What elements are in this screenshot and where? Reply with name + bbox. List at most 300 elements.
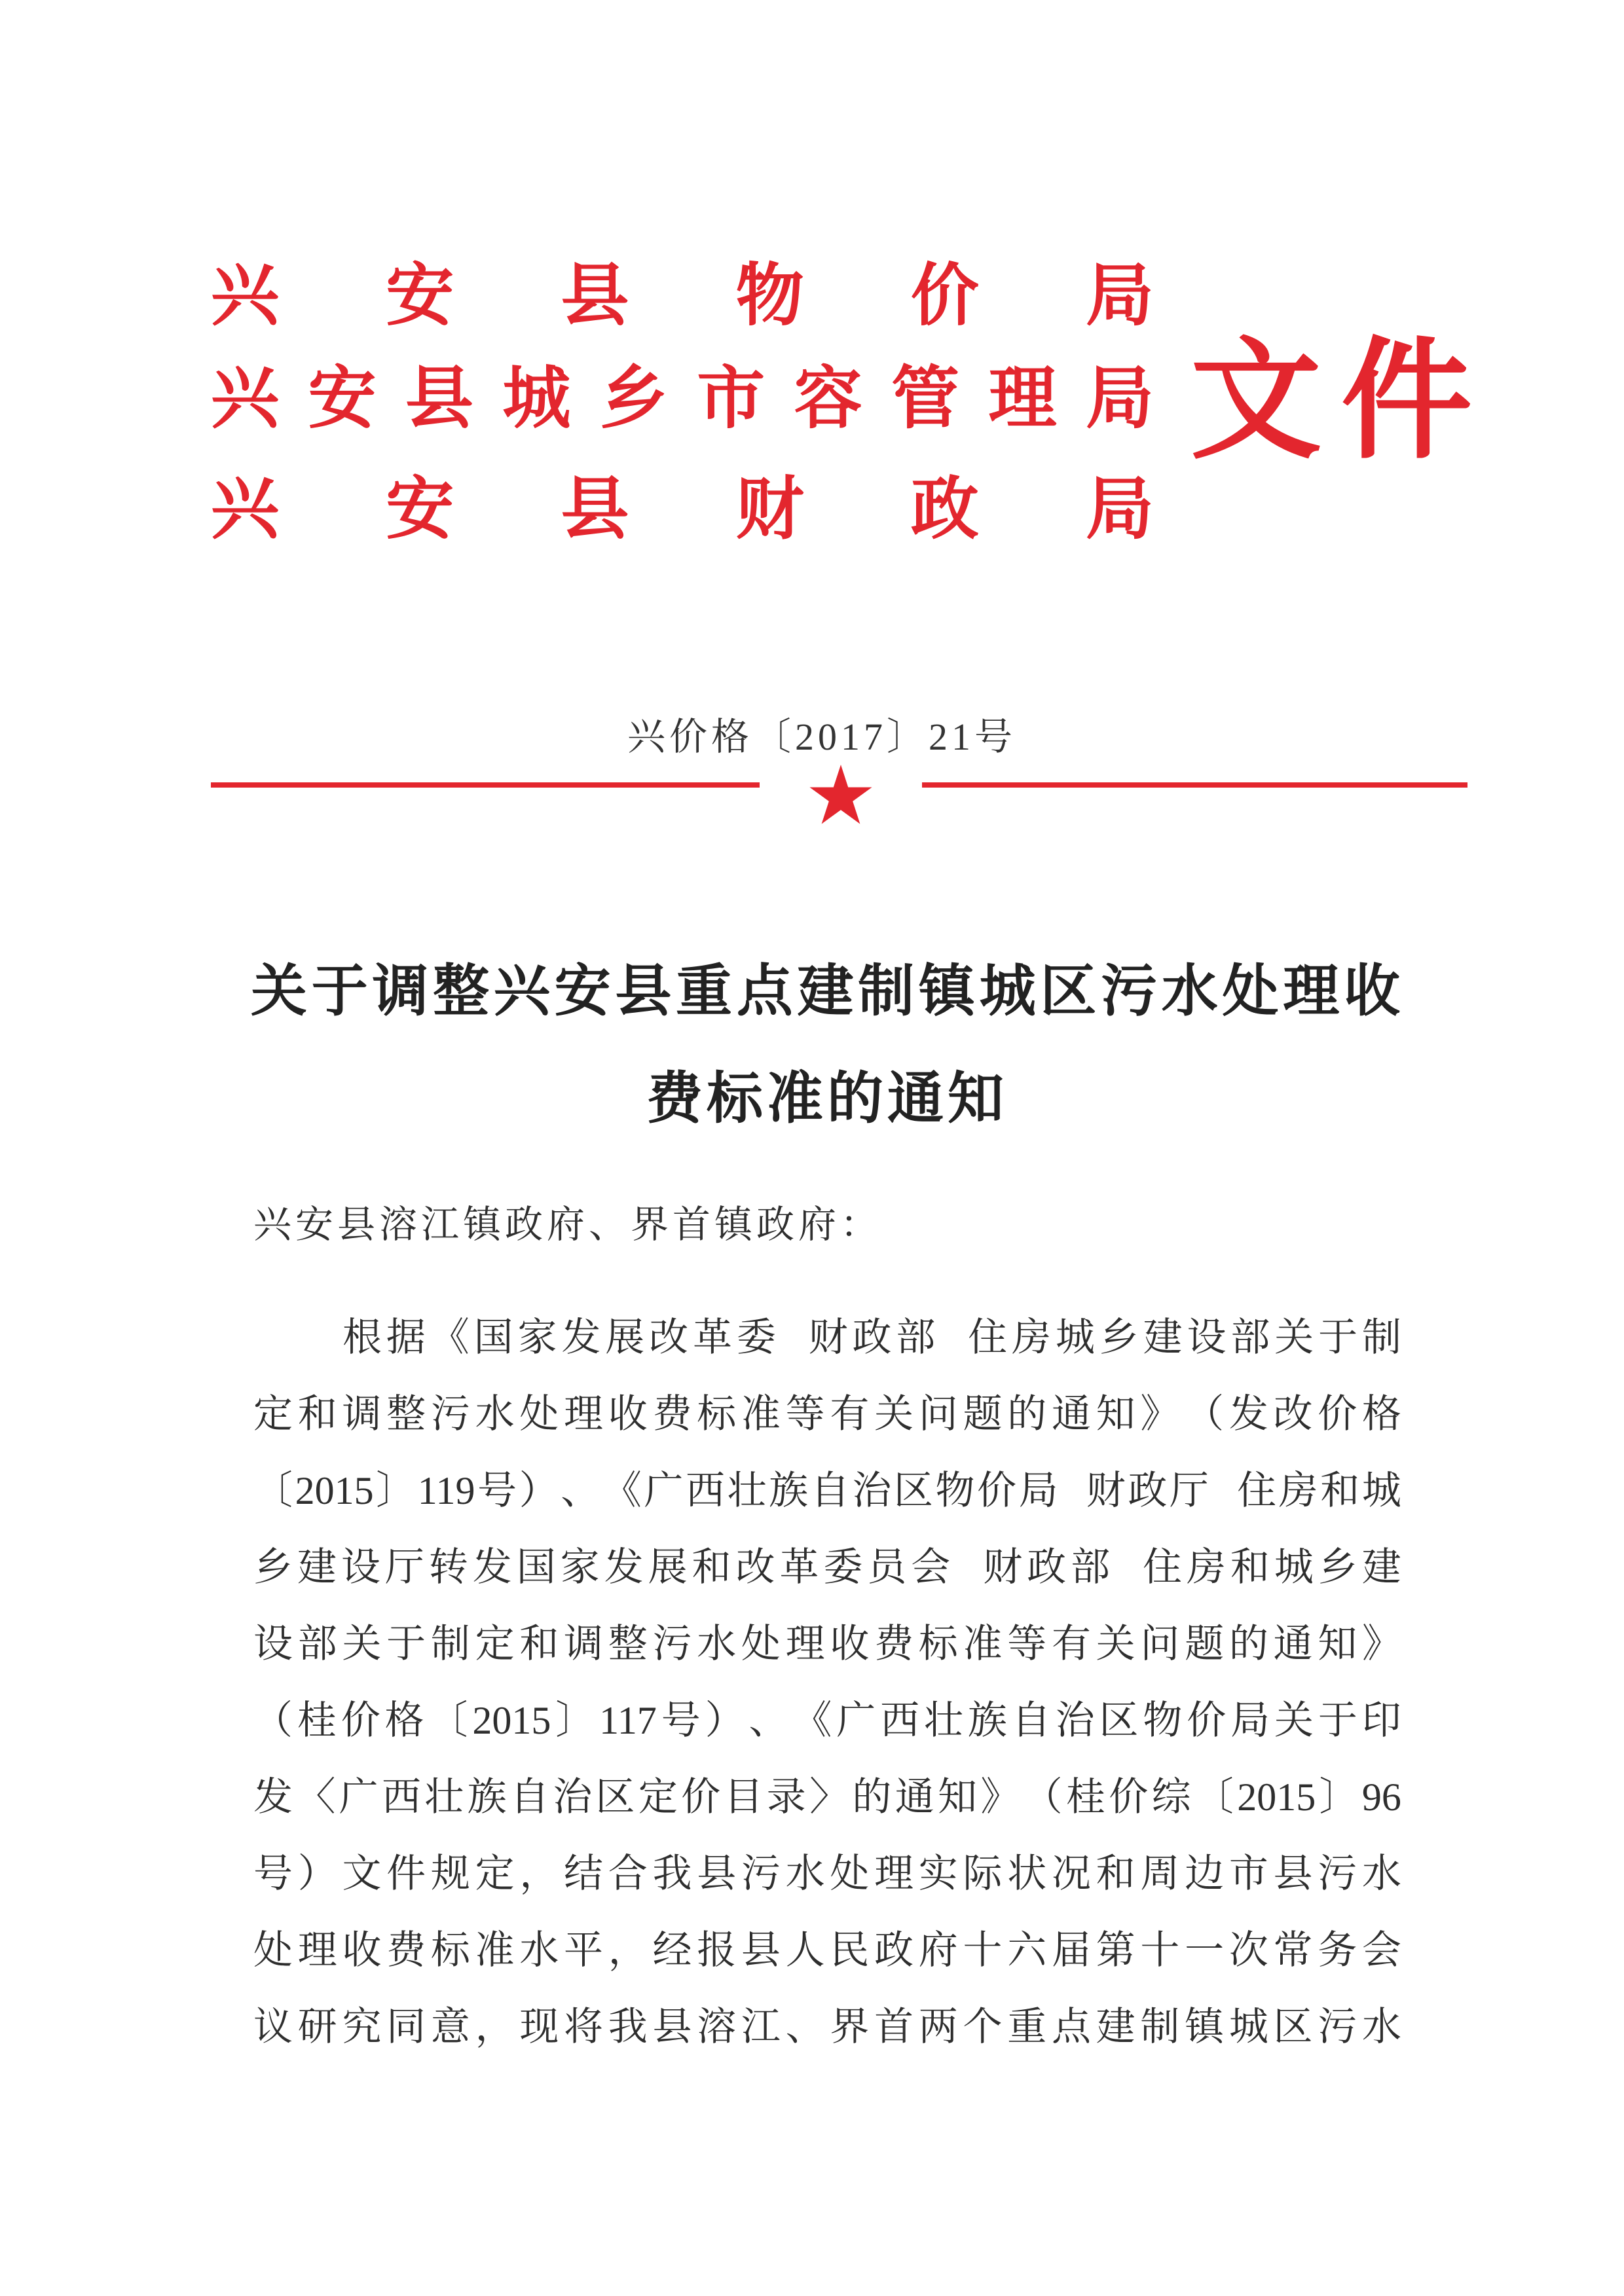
- glyph: 定: [253, 1391, 293, 1437]
- glyph: 兴: [211, 468, 280, 549]
- glyph: （: [253, 1698, 293, 1743]
- glyph: 于: [311, 958, 368, 1024]
- glyph: 现: [519, 2004, 559, 2050]
- body-line: [253, 1453, 1401, 1529]
- glyph: 政: [1027, 1544, 1067, 1590]
- glyph: 〔: [428, 1698, 468, 1743]
- glyph: 整: [608, 1621, 648, 1667]
- red-rule-right: [922, 782, 1467, 788]
- star-icon: [808, 765, 874, 827]
- glyph: 乡: [1099, 1315, 1139, 1360]
- glyph: 《: [430, 1315, 470, 1360]
- glyph: 调: [564, 1621, 604, 1667]
- glyph: 我: [652, 1851, 692, 1897]
- glyph: 实: [918, 1851, 958, 1897]
- glyph: 市: [697, 357, 766, 438]
- glyph: 收: [342, 1927, 382, 1973]
- glyph: 区: [1273, 2004, 1313, 2050]
- word-space: [1060, 1453, 1084, 1529]
- glyph: 的: [1228, 1621, 1268, 1667]
- glyph: 等: [785, 1391, 825, 1437]
- glyph: 关: [1096, 1621, 1135, 1667]
- glyph: 题: [963, 1391, 1003, 1437]
- glyph: 县: [615, 958, 672, 1024]
- glyph: 理: [297, 1927, 337, 1973]
- glyph: 》: [1361, 1621, 1401, 1667]
- glyph: 自: [509, 1774, 549, 1820]
- glyph: 厅: [1169, 1468, 1209, 1514]
- glyph: 〕: [555, 1698, 595, 1743]
- glyph: 污: [741, 1851, 781, 1897]
- glyph: 局: [1085, 357, 1154, 438]
- glyph: 和: [297, 1391, 337, 1437]
- number-run: 119: [417, 1469, 475, 1512]
- glyph: 展: [648, 1544, 688, 1590]
- glyph: 桂: [1065, 1774, 1105, 1820]
- glyph: 人: [785, 1927, 825, 1973]
- glyph: 议: [253, 2004, 293, 2050]
- body-line: [253, 1989, 1401, 2066]
- glyph: 污: [430, 1391, 470, 1437]
- glyph: 广: [644, 1468, 684, 1514]
- glyph: 政: [910, 468, 979, 549]
- glyph: 、: [561, 1468, 600, 1514]
- glyph: ，: [519, 1851, 559, 1897]
- body-line: [253, 1836, 1401, 1912]
- glyph: 点: [736, 958, 793, 1024]
- glyph: 局: [1085, 255, 1154, 335]
- glyph: 改: [649, 1315, 689, 1360]
- number-run: 2015: [472, 1699, 551, 1742]
- glyph: 收: [1343, 958, 1400, 1024]
- glyph: 处: [519, 1391, 559, 1437]
- glyph: 财: [808, 1315, 848, 1360]
- glyph: 一: [1185, 1927, 1225, 1973]
- glyph: 据: [386, 1315, 426, 1360]
- glyph: 设: [253, 1621, 293, 1667]
- glyph: 将: [564, 2004, 604, 2050]
- glyph: 广: [339, 1774, 378, 1820]
- glyph: 物: [735, 255, 804, 335]
- glyph: 〈: [296, 1774, 336, 1820]
- glyph: 印: [1361, 1698, 1401, 1743]
- glyph: 县: [405, 357, 473, 438]
- glyph: 桂: [297, 1698, 337, 1743]
- document-type-label: [1190, 331, 1472, 470]
- glyph: 十: [1140, 1927, 1180, 1973]
- glyph: 、: [785, 2004, 825, 2050]
- glyph: 务: [1318, 1927, 1357, 1973]
- glyph: 问: [1140, 1621, 1180, 1667]
- glyph: 于: [1318, 1698, 1357, 1743]
- glyph: 城: [979, 958, 1036, 1024]
- glyph: 〕: [1319, 1774, 1359, 1820]
- number-run: 2015: [1237, 1776, 1316, 1819]
- glyph: 调: [372, 958, 429, 1024]
- glyph: 改: [1273, 1391, 1313, 1437]
- glyph: 江: [741, 2004, 781, 2050]
- glyph: 水: [785, 1851, 825, 1897]
- glyph: 关: [1274, 1315, 1314, 1360]
- glyph: 改: [735, 1544, 775, 1590]
- glyph: 安: [308, 357, 377, 438]
- glyph: 发: [253, 1774, 293, 1820]
- glyph: 周: [1140, 1851, 1180, 1897]
- glyph: 族: [467, 1774, 507, 1820]
- glyph: 局: [1230, 1698, 1270, 1743]
- glyph: 会: [911, 1544, 951, 1590]
- glyph: 区: [1099, 1698, 1139, 1743]
- glyph: 制: [1140, 2004, 1180, 2050]
- glyph: 重: [1007, 2004, 1047, 2050]
- glyph: 广: [836, 1698, 876, 1743]
- glyph: 费: [652, 1391, 692, 1437]
- glyph: 壮: [924, 1698, 964, 1743]
- glyph: 根: [342, 1315, 382, 1360]
- glyph: 届: [1051, 1927, 1091, 1973]
- glyph: 壮: [424, 1774, 464, 1820]
- glyph: 城: [1228, 2004, 1268, 2050]
- glyph: 城: [1274, 1544, 1314, 1590]
- glyph: 定: [638, 1774, 678, 1820]
- glyph: 建: [1143, 1315, 1183, 1360]
- word-space: [955, 1529, 978, 1606]
- glyph: 局: [1018, 1468, 1058, 1514]
- glyph: 合: [608, 1851, 648, 1897]
- glyph: 管: [891, 357, 960, 438]
- glyph: 理: [785, 1621, 825, 1667]
- glyph: 〔: [253, 1468, 293, 1514]
- glyph: 县: [741, 1927, 781, 1973]
- glyph: 、: [748, 1698, 788, 1743]
- glyph: 整: [433, 958, 490, 1024]
- body-line: [342, 1300, 1401, 1376]
- glyph: 理: [874, 1851, 914, 1897]
- glyph: 有: [830, 1391, 870, 1437]
- glyph: 六: [1007, 1927, 1047, 1973]
- glyph: 处: [741, 1621, 781, 1667]
- glyph: 重: [676, 958, 733, 1024]
- glyph: 报: [697, 1927, 737, 1973]
- glyph: ，: [608, 1927, 648, 1973]
- glyph: 〔: [1194, 1774, 1234, 1820]
- glyph: 同: [386, 2004, 426, 2050]
- glyph: 常: [1273, 1927, 1313, 1973]
- glyph: 局: [1085, 468, 1154, 549]
- glyph: 费: [386, 1927, 426, 1973]
- glyph: 问: [918, 1391, 958, 1437]
- glyph: 状: [1007, 1851, 1047, 1897]
- glyph: 房: [1278, 1468, 1318, 1514]
- glyph: 目: [724, 1774, 764, 1820]
- glyph: 污: [1318, 1851, 1357, 1897]
- glyph: 部: [297, 1621, 337, 1667]
- glyph: 关: [342, 1621, 382, 1667]
- glyph: 革: [779, 1544, 819, 1590]
- glyph: 委: [736, 1315, 776, 1360]
- glyph: 城: [1055, 1315, 1095, 1360]
- glyph: 和: [1096, 1851, 1135, 1897]
- glyph: 有: [1051, 1621, 1091, 1667]
- word-space: [940, 1300, 963, 1376]
- body-paragraph: [253, 1300, 1401, 2066]
- glyph: 溶: [697, 2004, 737, 2050]
- body-line: [253, 1683, 1401, 1759]
- glyph: 建: [1096, 2004, 1135, 2050]
- glyph: 西: [381, 1774, 421, 1820]
- glyph: 家: [517, 1315, 557, 1360]
- glyph: 理: [988, 357, 1057, 438]
- glyph: 自: [810, 1468, 850, 1514]
- glyph: 设: [1187, 1315, 1227, 1360]
- glyph: 理: [1283, 958, 1340, 1024]
- document-title-line-1: [251, 952, 1400, 1030]
- glyph: 收: [608, 1391, 648, 1437]
- glyph: 通: [1273, 1621, 1313, 1667]
- glyph: 会: [1361, 1927, 1401, 1973]
- glyph: 部: [896, 1315, 936, 1360]
- glyph: 〕: [376, 1468, 416, 1514]
- glyph: 价: [1187, 1698, 1227, 1743]
- glyph: 》: [980, 1774, 1020, 1820]
- glyph: 价: [341, 1698, 380, 1743]
- glyph: 水: [1361, 1851, 1401, 1897]
- glyph: 镇: [1185, 2004, 1225, 2050]
- glyph: 和: [692, 1544, 731, 1590]
- glyph: 建: [297, 1544, 337, 1590]
- glyph: 调: [342, 1391, 382, 1437]
- glyph: 镇: [918, 958, 975, 1024]
- glyph: 水: [519, 1927, 559, 1973]
- glyph: 标: [697, 1391, 737, 1437]
- glyph: 整: [386, 1391, 426, 1437]
- glyph: 次: [1228, 1927, 1268, 1973]
- glyph: 兴: [493, 958, 550, 1024]
- glyph: 平: [564, 1927, 604, 1973]
- glyph: 处: [830, 1851, 870, 1897]
- issuer-line-finance-bureau: [211, 468, 1154, 549]
- glyph: 收: [830, 1621, 870, 1667]
- glyph: 建: [1361, 1544, 1401, 1590]
- number-run: 117: [599, 1699, 657, 1742]
- glyph: 委: [823, 1544, 863, 1590]
- glyph: 我: [608, 2004, 648, 2050]
- glyph: 知: [1096, 1391, 1135, 1437]
- glyph: 污: [652, 1621, 692, 1667]
- glyph: 〉: [809, 1774, 849, 1820]
- glyph: 区: [595, 1774, 635, 1820]
- salutation: 兴安县溶江镇政府、界首镇政府：: [253, 1202, 883, 1247]
- glyph: 际: [963, 1851, 1003, 1897]
- glyph: 政: [1128, 1468, 1168, 1514]
- glyph: 于: [1318, 1315, 1358, 1360]
- glyph: 关: [1274, 1698, 1314, 1743]
- glyph: 通: [895, 1774, 934, 1820]
- glyph: 格: [1361, 1391, 1401, 1437]
- glyph: 通: [1051, 1391, 1091, 1437]
- glyph: 综: [1151, 1774, 1191, 1820]
- glyph: ）: [705, 1698, 745, 1743]
- glyph: 发: [561, 1315, 601, 1360]
- glyph: 政: [874, 1927, 914, 1973]
- glyph: 水: [1361, 2004, 1401, 2050]
- glyph: 区: [1040, 958, 1097, 1024]
- glyph: 首: [874, 2004, 914, 2050]
- glyph: 兴: [211, 357, 280, 438]
- glyph: ）: [297, 1851, 337, 1897]
- glyph: 个: [963, 2004, 1003, 2050]
- glyph: 经: [652, 1927, 692, 1973]
- glyph: 和: [1230, 1544, 1270, 1590]
- glyph: 和: [1320, 1468, 1360, 1514]
- glyph: ，: [475, 2004, 515, 2050]
- glyph: 物: [1143, 1698, 1183, 1743]
- glyph: 研: [297, 2004, 337, 2050]
- glyph: 国: [473, 1315, 513, 1360]
- glyph: 等: [1007, 1621, 1047, 1667]
- glyph: 水: [475, 1391, 515, 1437]
- glyph: 件: [1340, 331, 1472, 470]
- glyph: 自: [1011, 1698, 1051, 1743]
- glyph: 制: [430, 1621, 470, 1667]
- glyph: 住: [1237, 1468, 1277, 1514]
- glyph: 西: [880, 1698, 920, 1743]
- glyph: 结: [564, 1851, 604, 1897]
- glyph: 住: [968, 1315, 1008, 1360]
- glyph: 族: [769, 1468, 809, 1514]
- glyph: 住: [1143, 1544, 1183, 1590]
- glyph: 员: [867, 1544, 907, 1590]
- glyph: 价: [977, 1468, 1017, 1514]
- glyph: 展: [605, 1315, 645, 1360]
- word-space: [1211, 1453, 1235, 1529]
- glyph: 发: [604, 1544, 644, 1590]
- glyph: 边: [1185, 1851, 1225, 1897]
- glyph: 《: [792, 1698, 832, 1743]
- glyph: 制: [1362, 1315, 1401, 1360]
- glyph: 城: [502, 357, 571, 438]
- glyph: 水: [1161, 958, 1218, 1024]
- body-line: [253, 1759, 1401, 1836]
- glyph: 准: [475, 1927, 515, 1973]
- glyph: 乡: [1318, 1544, 1357, 1590]
- number-run: 96: [1361, 1776, 1401, 1819]
- glyph: 治: [553, 1774, 593, 1820]
- glyph: 县: [1273, 1851, 1313, 1897]
- glyph: 污: [1318, 2004, 1357, 2050]
- issuer-line-price-bureau: [211, 255, 1154, 336]
- glyph: 第: [1096, 1927, 1135, 1973]
- glyph: 城: [1361, 1468, 1401, 1514]
- glyph: 市: [1228, 1851, 1268, 1897]
- glyph: 厅: [384, 1544, 424, 1590]
- document-number: 兴价格〔2017〕21号: [627, 716, 1016, 758]
- glyph: 治: [1055, 1698, 1095, 1743]
- glyph: 准: [963, 1621, 1003, 1667]
- glyph: 号: [477, 1468, 517, 1514]
- glyph: 革: [693, 1315, 732, 1360]
- glyph: 安: [386, 468, 454, 549]
- glyph: 价: [1318, 1391, 1357, 1437]
- body-line: [253, 1529, 1401, 1606]
- glyph: 两: [918, 2004, 958, 2050]
- glyph: 题: [1185, 1621, 1225, 1667]
- glyph: 制: [858, 958, 915, 1024]
- red-rule-left: [211, 782, 760, 788]
- glyph: 规: [430, 1851, 470, 1897]
- glyph: 部: [1230, 1315, 1270, 1360]
- glyph: 号: [253, 1851, 293, 1897]
- glyph: 国: [516, 1544, 556, 1590]
- glyph: 物: [935, 1468, 975, 1514]
- glyph: 转: [428, 1544, 468, 1590]
- glyph: 房: [1012, 1315, 1051, 1360]
- glyph: 区: [893, 1468, 933, 1514]
- glyph: 文: [342, 1851, 382, 1897]
- glyph: 标: [430, 1927, 470, 1973]
- glyph: 发: [472, 1544, 512, 1590]
- glyph: 价: [910, 255, 979, 335]
- glyph: 县: [561, 468, 629, 549]
- issuer-line-city-management-bureau: [211, 357, 1154, 439]
- glyph: 价: [1109, 1774, 1149, 1820]
- glyph: 号: [661, 1698, 701, 1743]
- word-space: [781, 1300, 804, 1376]
- glyph: 文: [1190, 331, 1322, 470]
- glyph: 县: [652, 2004, 692, 2050]
- glyph: 价: [681, 1774, 721, 1820]
- glyph: 西: [685, 1468, 725, 1514]
- glyph: 治: [852, 1468, 892, 1514]
- glyph: 民: [830, 1927, 870, 1973]
- glyph: 《: [602, 1468, 642, 1514]
- glyph: 界: [830, 2004, 870, 2050]
- glyph: 处: [253, 1927, 293, 1973]
- glyph: 县: [697, 1851, 737, 1897]
- number-run: 2015: [295, 1469, 374, 1512]
- glyph: 点: [1051, 2004, 1091, 2050]
- glyph: 知: [938, 1774, 977, 1820]
- glyph: 处: [1222, 958, 1279, 1024]
- glyph: 家: [560, 1544, 600, 1590]
- glyph: 准: [741, 1391, 781, 1437]
- glyph: 设: [341, 1544, 380, 1590]
- body-line: [253, 1912, 1401, 1989]
- glyph: 安: [554, 958, 611, 1024]
- glyph: 壮: [727, 1468, 767, 1514]
- glyph: 关: [874, 1391, 914, 1437]
- body-line: [253, 1606, 1401, 1683]
- glyph: 费: [874, 1621, 914, 1667]
- glyph: 水: [697, 1621, 737, 1667]
- glyph: 和: [519, 1621, 559, 1667]
- glyph: 容: [794, 357, 862, 438]
- glyph: 标: [918, 1621, 958, 1667]
- glyph: 财: [735, 468, 804, 549]
- glyph: 关: [251, 958, 307, 1024]
- glyph: 的: [852, 1774, 892, 1820]
- glyph: 录: [766, 1774, 806, 1820]
- glyph: 定: [475, 1851, 515, 1897]
- glyph: 族: [967, 1698, 1007, 1743]
- glyph: 发: [1228, 1391, 1268, 1437]
- glyph: 十: [963, 1927, 1003, 1973]
- glyph: 财: [983, 1544, 1023, 1590]
- glyph: 况: [1051, 1851, 1091, 1897]
- document-title-line-2: 费标准的通知: [646, 1065, 1008, 1131]
- glyph: 的: [1007, 1391, 1047, 1437]
- glyph: （: [1185, 1391, 1225, 1437]
